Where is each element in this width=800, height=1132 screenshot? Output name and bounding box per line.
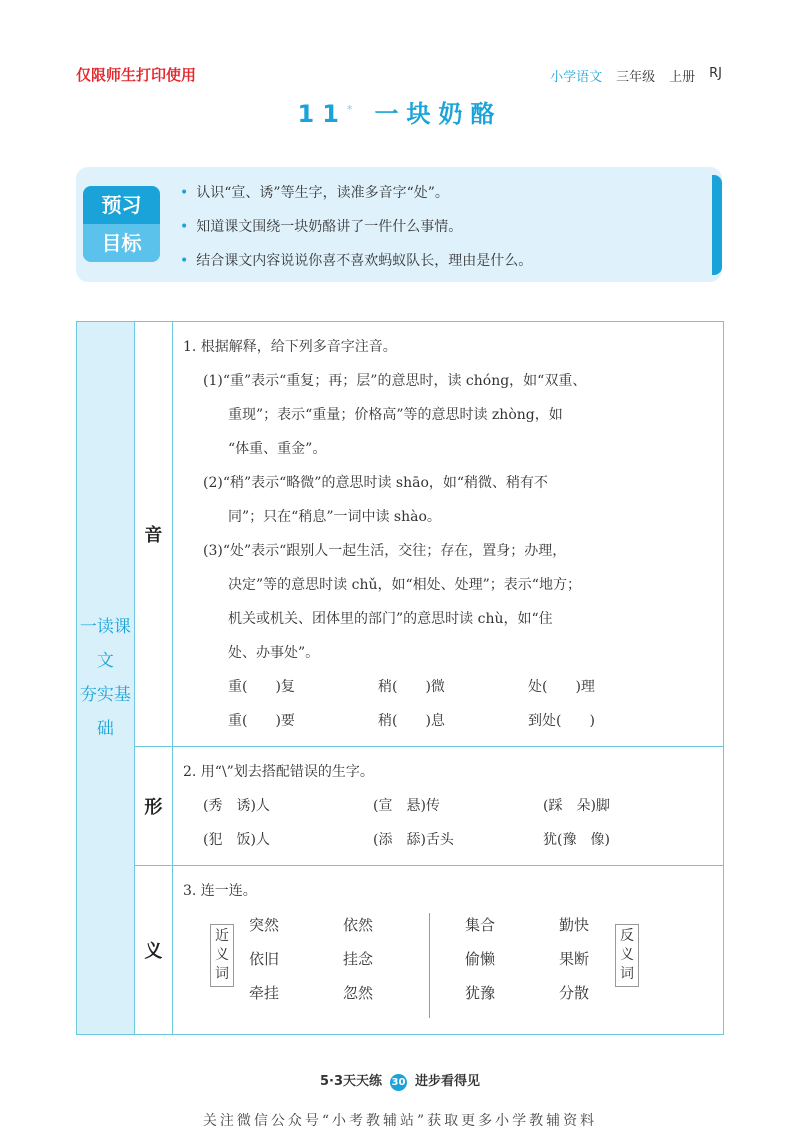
book-info	[550, 66, 722, 85]
q2-row	[183, 823, 713, 857]
goal-item: • 结合课文内容说说你喜不喜欢蚂蚁队长，理由是什么。	[180, 244, 532, 278]
match-word[interactable]: 勤快	[559, 916, 590, 934]
goal-item: • 知道课文围绕一块奶酪讲了一件什么事情。	[180, 210, 532, 244]
section-label-line1: 一读课文	[79, 617, 131, 671]
volume: 上册	[669, 70, 696, 85]
preview-goals	[76, 167, 722, 282]
question-3	[173, 866, 724, 1035]
char-choice[interactable]: (宣 悬)传	[373, 798, 440, 814]
match-word[interactable]: 犹豫	[465, 984, 496, 1002]
lesson-name: 一块奶酪	[374, 100, 503, 128]
goals-list	[180, 176, 532, 278]
q1-line: 机关或机关、团体里的部门”的意思时读 chù，如“住	[228, 611, 553, 627]
match-word[interactable]: 集合	[465, 916, 496, 934]
q1-prompt: 1. 根据解释，给下列多音字注音。	[183, 339, 397, 355]
exercise-table	[76, 321, 724, 1035]
category-form: 形	[134, 747, 172, 866]
char-choice[interactable]: (踩 朵)脚	[543, 798, 610, 814]
match-word[interactable]: 突然	[249, 916, 280, 934]
edition: RJ	[709, 66, 722, 81]
section-label-line2: 夯实基础	[79, 685, 131, 739]
footer-right: 进步看得见	[415, 1074, 481, 1089]
match-word[interactable]: 依旧	[249, 950, 280, 968]
q1-line: “体重、重金”。	[228, 441, 327, 457]
match-word[interactable]: 挂念	[343, 950, 374, 968]
q1-line: 决定”等的意思时读 chǔ，如“相处、处理”；表示“地方；	[228, 577, 581, 593]
q2-prompt: 2. 用“\”划去搭配错误的生字。	[183, 764, 374, 780]
print-notice: 仅限师生打印使用	[76, 66, 197, 84]
category-meaning: 义	[134, 866, 172, 1035]
q1-blanks-row	[183, 670, 713, 704]
match-word[interactable]: 分散	[559, 984, 590, 1002]
char-choice[interactable]: (添 舔)舌头	[373, 832, 454, 848]
goals-label-line2: 目标	[83, 224, 160, 262]
pinyin-blank[interactable]: 重( )要	[228, 713, 295, 729]
q1-blanks-row	[183, 704, 713, 738]
category-sound: 音	[134, 322, 172, 747]
page-footer	[0, 1070, 800, 1091]
lesson-title	[0, 94, 800, 129]
pinyin-blank[interactable]: 稍( )息	[378, 713, 445, 729]
char-choice[interactable]: 犹(豫 像)	[543, 832, 610, 848]
q3-prompt: 3. 连一连。	[183, 883, 257, 899]
synonym-label: 近 义 词	[210, 924, 234, 987]
footer-left: 5·3天天练	[319, 1074, 382, 1089]
grade: 三年级	[616, 70, 656, 85]
q1-line: (1)“重”表示“重复；再；层”的意思时，读 chóng，如“双重、	[203, 373, 587, 389]
q2-row	[183, 789, 713, 823]
q1-line: (3)“处”表示“跟别人一起生活，交往；存在，置身；办理，	[203, 543, 567, 559]
pinyin-blank[interactable]: 到处( )	[528, 713, 595, 729]
char-choice[interactable]: (犯 饭)人	[203, 832, 270, 848]
goals-label-line1: 预习	[83, 186, 160, 224]
match-word[interactable]: 偷懒	[465, 950, 496, 968]
pinyin-blank[interactable]: 重( )复	[228, 679, 295, 695]
lesson-number: 11	[297, 100, 347, 128]
antonym-label: 反 义 词	[615, 924, 639, 987]
matching-area	[183, 908, 713, 1018]
watermark: 关注微信公众号“小考教辅站”获取更多小学教辅资料	[202, 1113, 598, 1129]
match-word[interactable]: 果断	[559, 950, 590, 968]
subject: 小学语文	[550, 70, 603, 85]
goal-item: • 认识“宣、诱”等生字，读准多音字“处”。	[180, 176, 532, 210]
q1-line: 处、办事处”。	[228, 645, 320, 661]
char-choice[interactable]: (秀 诱)人	[203, 798, 270, 814]
match-word[interactable]: 牵挂	[249, 984, 280, 1002]
q1-line: 同”；只在“稍息”一词中读 shào。	[228, 509, 441, 525]
goals-accent-bar	[712, 175, 722, 275]
match-word[interactable]: 忽然	[343, 984, 374, 1002]
question-1	[173, 322, 724, 747]
q1-line: (2)“稍”表示“略微”的意思时读 shāo，如“稍微、稍有不	[203, 475, 549, 491]
divider	[429, 913, 430, 1018]
goals-label	[83, 186, 160, 262]
page-number: 30	[390, 1074, 407, 1091]
question-2	[173, 747, 724, 866]
pinyin-blank[interactable]: 稍( )微	[378, 679, 445, 695]
section-label	[77, 322, 135, 1035]
lesson-mark: *	[346, 103, 353, 116]
q1-line: 重现”；表示“重量；价格高”等的意思时读 zhòng，如	[228, 407, 563, 423]
match-word[interactable]: 依然	[343, 916, 374, 934]
pinyin-blank[interactable]: 处( )理	[528, 679, 595, 695]
